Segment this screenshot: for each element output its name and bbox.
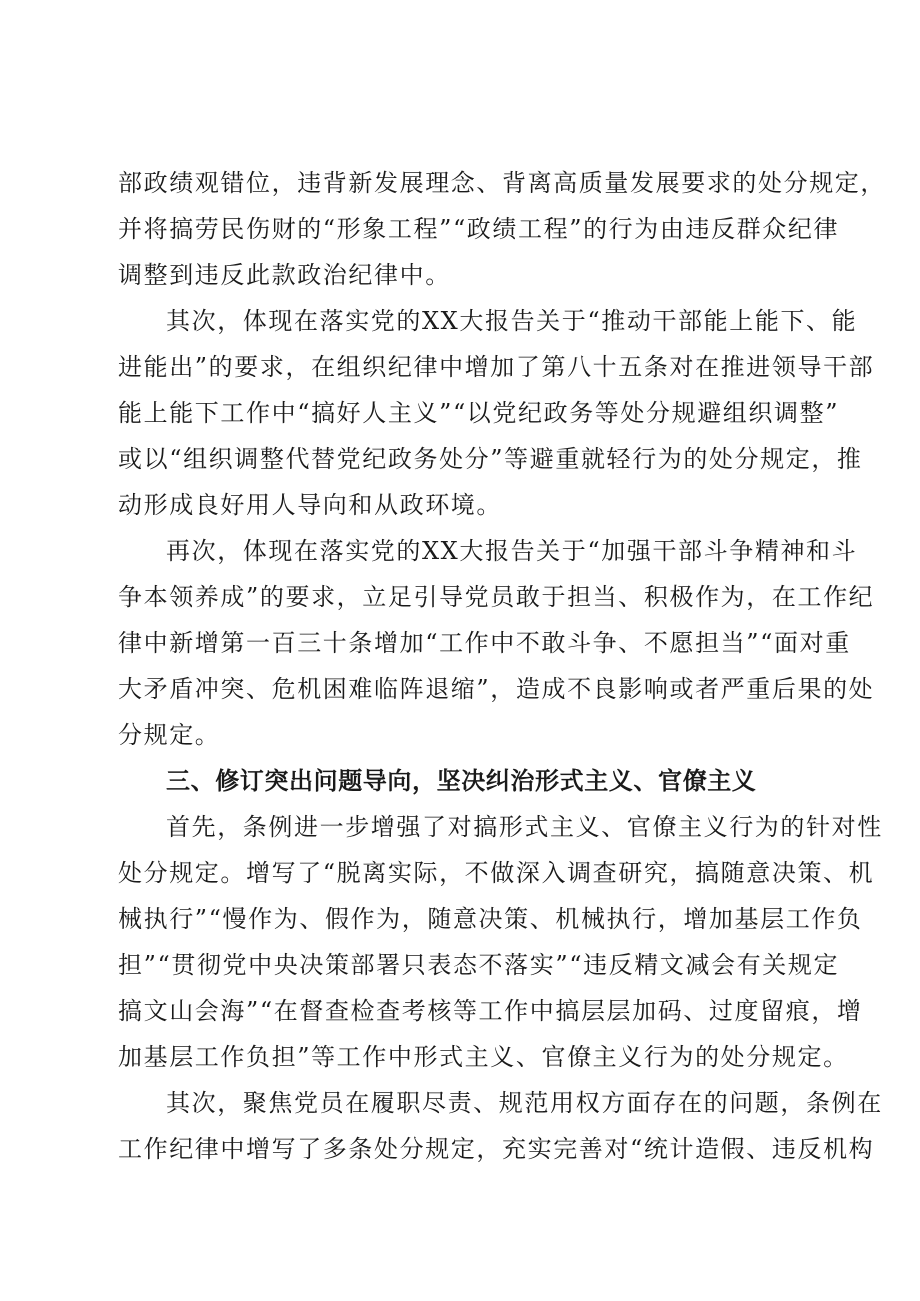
body-line: 并将搞劳民伤财的“形象工程”“政绩工程”的行为由违反群众纪律 — [118, 215, 840, 243]
paragraph-first-line: 首先，条例进一步增强了对搞形式主义、官僚主义行为的针对性 — [166, 813, 883, 841]
body-line: 动形成良好用人导向和从政环境。 — [118, 491, 502, 519]
body-line: 调整到违反此款政治纪律中。 — [118, 261, 451, 289]
body-line: 加基层工作负担”等工作中形式主义、官僚主义行为的处分规定。 — [118, 1043, 849, 1071]
paragraph-first-line: 其次，聚焦党员在履职尽责、规范用权方面存在的问题，条例在 — [166, 1089, 883, 1117]
section-heading: 三、修订突出问题导向，坚决纠治形式主义、官僚主义 — [166, 767, 757, 795]
body-line: 搞文山会海”“在督查检查考核等工作中搞层层加码、过度留痕，增 — [118, 997, 863, 1025]
body-line: 分规定。 — [118, 721, 221, 749]
body-line: 处分规定。增写了“脱离实际，不做深入调查研究，搞随意决策、机 — [118, 859, 875, 887]
body-line: 械执行”“慢作为、假作为，随意决策、机械执行，增加基层工作负 — [118, 905, 863, 933]
body-line: 大矛盾冲突、危机困难临阵退缩”，造成不良影响或者严重后果的处 — [118, 675, 875, 703]
body-line: 部政绩观错位，违背新发展理念、背离高质量发展要求的处分规定， — [118, 169, 886, 197]
body-line: 进能出”的要求，在组织纪律中增加了第八十五条对在推进领导干部 — [118, 353, 875, 381]
body-line: 争本领养成”的要求，立足引导党员敢于担当、积极作为，在工作纪 — [118, 583, 875, 611]
paragraph-first-line: 再次，体现在落实党的XX大报告关于“加强干部斗争精神和斗 — [166, 537, 858, 565]
body-line: 律中新增第一百三十条增加“工作中不敢斗争、不愿担当”“面对重 — [118, 629, 851, 657]
body-line: 工作纪律中增写了多条处分规定，充实完善对“统计造假、违反机构 — [118, 1135, 875, 1163]
body-line: 能上能下工作中“搞好人主义”“以党纪政务等处分规避组织调整” — [118, 399, 840, 427]
body-line: 或以“组织调整代替党纪政务处分”等避重就轻行为的处分规定，推 — [118, 445, 863, 473]
body-line: 担”“贯彻党中央决策部署只表态不落实”“违反精文减会有关规定 — [118, 951, 840, 979]
paragraph-first-line: 其次，体现在落实党的XX大报告关于“推动干部能上能下、能 — [166, 307, 858, 335]
